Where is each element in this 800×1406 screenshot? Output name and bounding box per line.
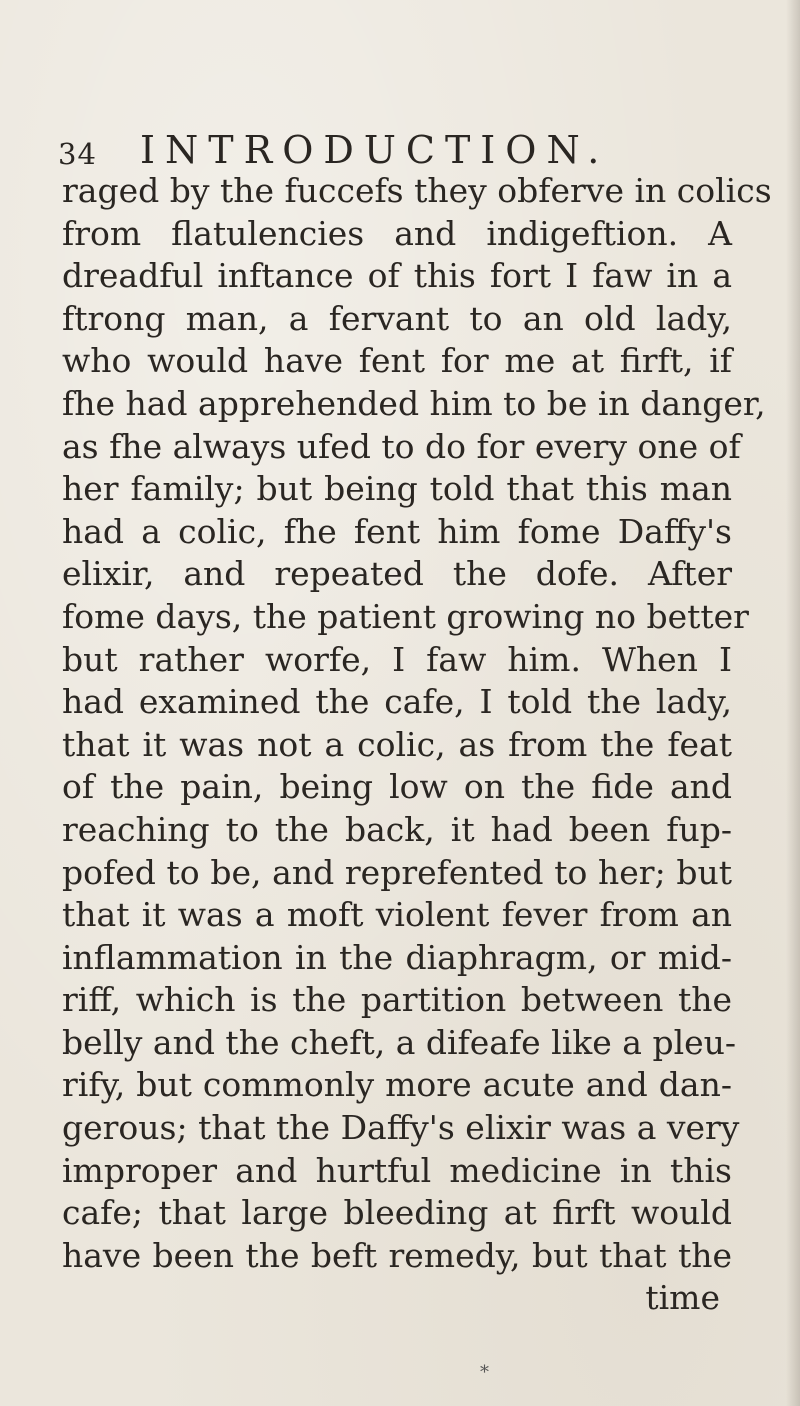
text-line: pofed to be, and reprefented to her; but [62,852,732,892]
page-number: 34 [58,137,97,171]
text-line: of the pain, being low on the fide and [62,767,732,807]
text-line: had examined the cafe, I told the lady, [62,682,732,722]
text-line: inflammation in the diaphragm, or mid- [62,937,732,977]
text-line: had a colic, fhe fent him fome Daffy's [62,511,732,551]
text-line: fome days, the patient growing no better [62,596,749,636]
catchword: time [645,1278,720,1318]
text-line: belly and the cheft, a difeafe like a pleu- [62,1022,737,1062]
text-line: fhe had apprehended him to be in danger, [62,383,766,423]
text-line: improper and hurtful medicine in this [62,1150,732,1190]
text-line: dreadful inftance of this fort I faw in a [62,256,732,296]
text-line: as fhe always ufed to do for every one of [62,426,741,466]
text-line: riff, which is the partition between the [62,980,732,1020]
text-line: rify, but commonly more acute and dan- [62,1065,732,1105]
body-text [62,170,772,1320]
text-line: her family; but being told that this man [62,469,732,509]
text-line: that it was a moft violent fever from an [62,895,732,935]
text-line: ftrong man, a fervant to an old lady, [62,298,732,338]
page-header [58,126,698,174]
text-line: elixir, and repeated the dofe. After [62,554,732,594]
text-line: have been the beft remedy, but that the [62,1235,732,1275]
text-line: who would have fent for me at firft, if [62,341,732,381]
running-head: INTRODUCTION. [140,128,610,172]
text-line: gerous; that the Daffy's elixir was a very [62,1108,740,1148]
text-line: cafe; that large bleeding at firft would [62,1193,732,1233]
text-line: reaching to the back, it had been fup- [62,809,732,849]
text-line: raged by the fuccefs they obferve in colics [62,171,772,210]
text-line: that it was not a colic, as from the feat [62,724,732,764]
page-edge-shadow [786,0,800,1406]
signature-mark: * [480,1362,489,1383]
text-line: but rather worfe, I faw him. When I [62,639,732,679]
text-line: from flatulencies and indigeftion. A [62,213,732,253]
